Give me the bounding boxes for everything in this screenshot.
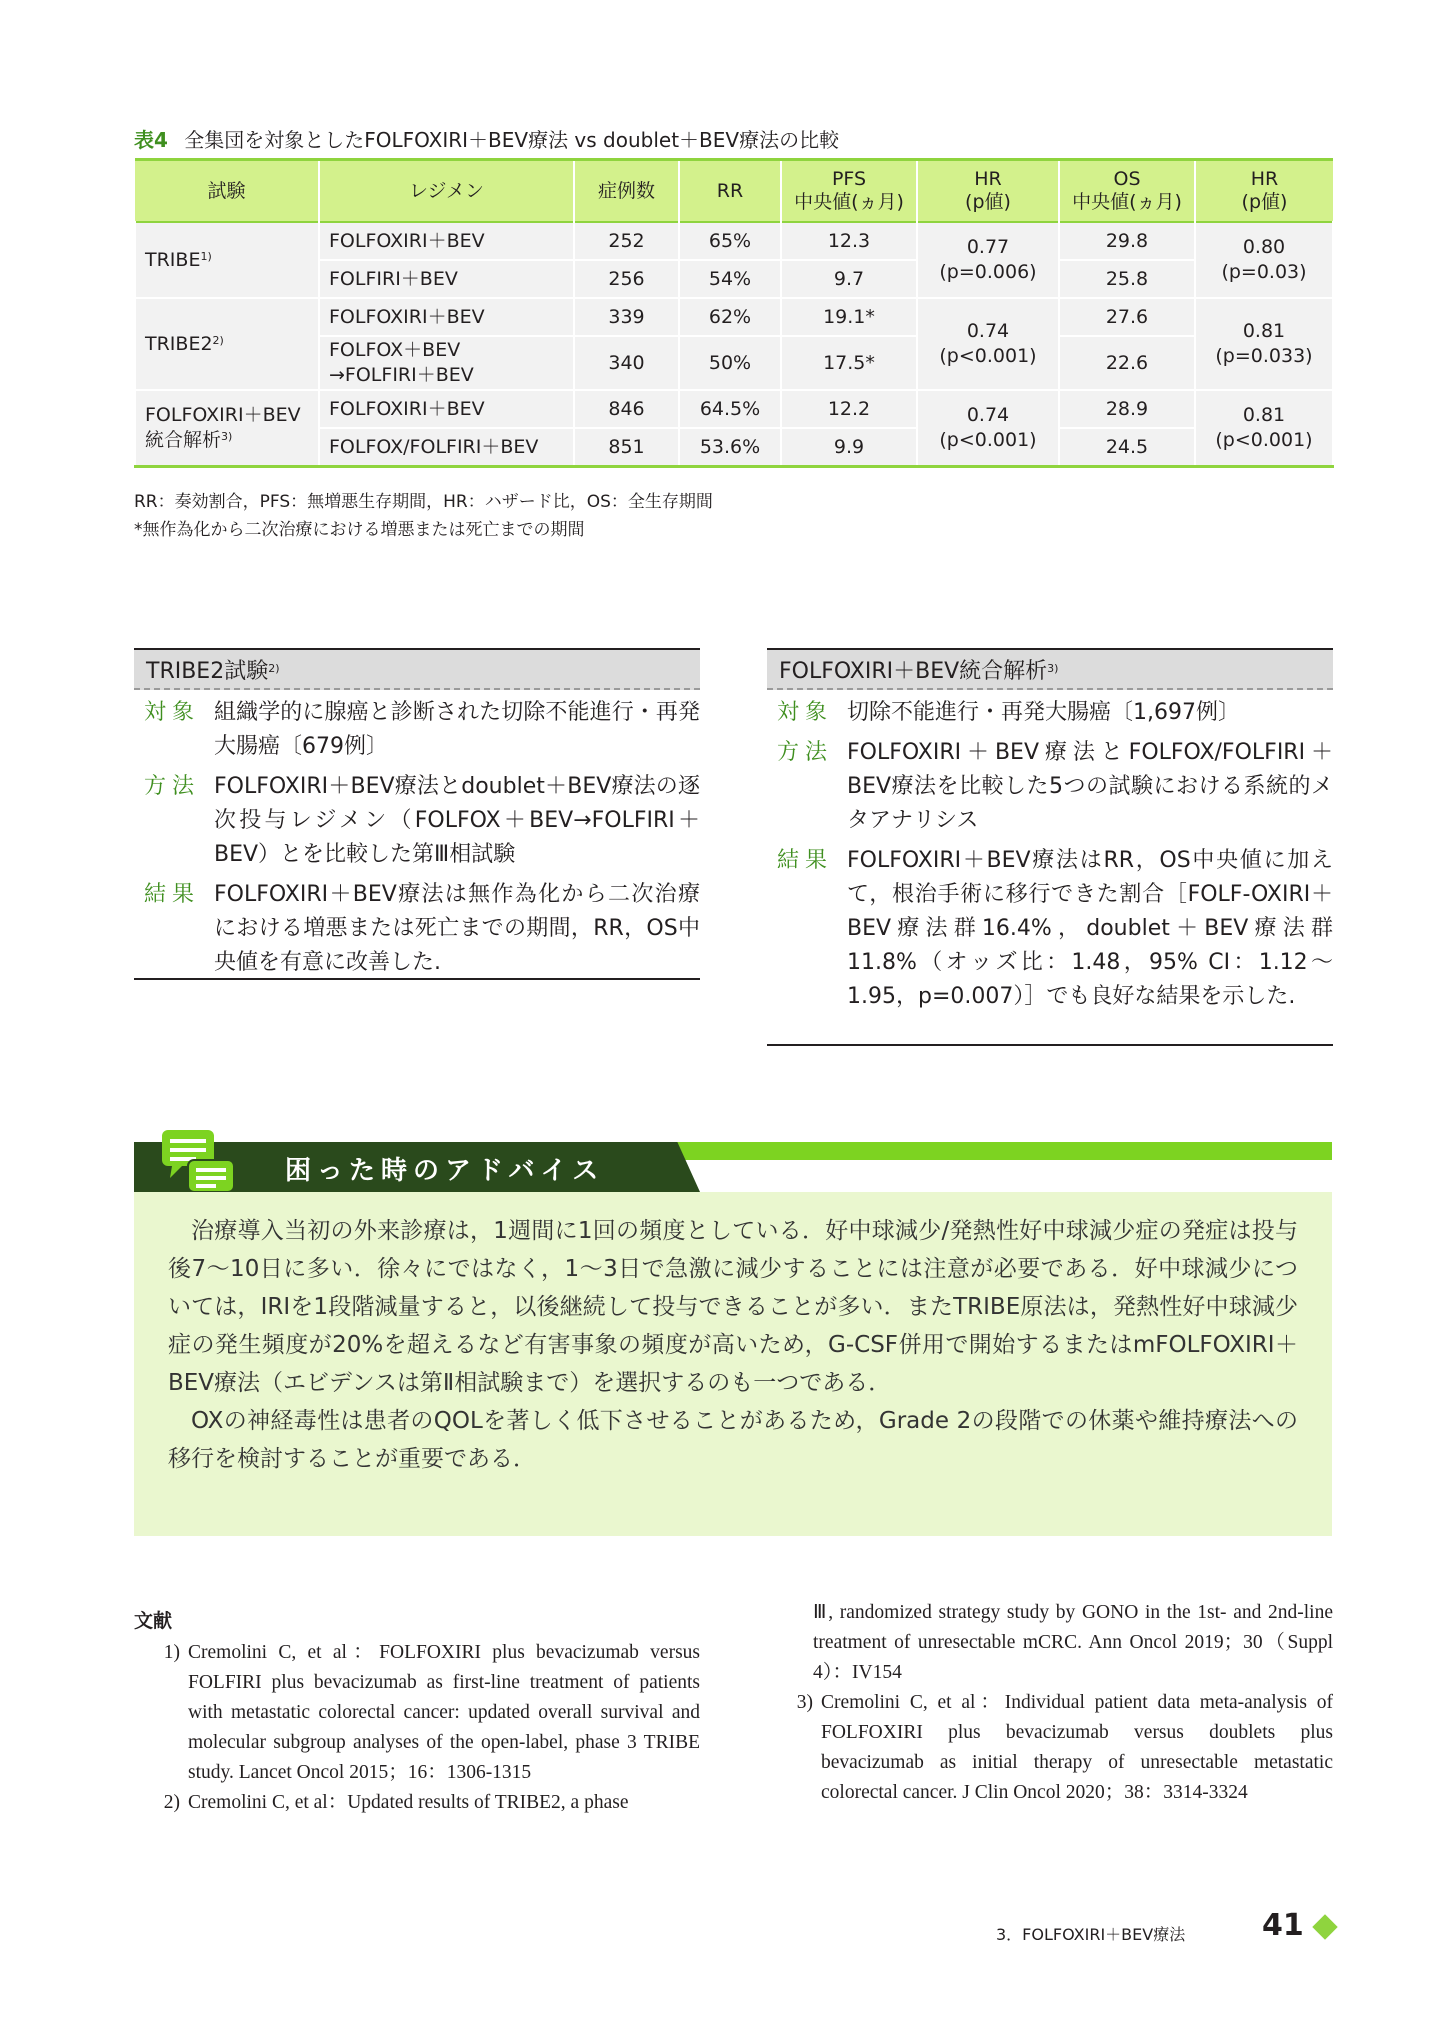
rr-cell: 65% (679, 222, 781, 260)
box-item-key: 結果 (777, 848, 834, 873)
n-cell: 851 (574, 428, 679, 467)
table-caption (134, 124, 839, 153)
reference-number: 3) (796, 1692, 813, 1713)
regimen-cell: FOLFOX＋BEV →FOLFIRI＋BEV (319, 336, 574, 390)
regimen-cell: FOLFIRI＋BEV (319, 260, 574, 298)
pfs-cell: 9.7 (781, 260, 917, 298)
rr-cell: 53.6% (679, 428, 781, 467)
reference-text: Cremolini C, et al：FOLFOXIRI plus bevacizumab versus FOLFIRI plus bevacizumab as first-line treatment of patients with metastatic colorectal cancer: updated overall survival and molecular subgroup analyses of the open-label, phase 3 TRIBE study. Lancet Oncol 2015；16：1306-1315 (188, 1642, 700, 1783)
tribe2-summary-box (134, 648, 700, 980)
pooled-analysis-summary-box (767, 648, 1333, 1046)
box-title: TRIBE2試験$^{2)}$ (134, 648, 700, 690)
table-notes (134, 488, 713, 544)
n-cell: 339 (574, 298, 679, 336)
box-item (134, 878, 700, 980)
references-right-column (767, 1598, 1333, 1808)
reference-number: 2) (163, 1792, 180, 1813)
reference-text-continued: Ⅲ, randomized strategy study by GONO in the 1st- and 2nd-line treatment of unresectable mCRC. Ann Oncol 2019；30（Suppl 4）：IV154 (813, 1602, 1333, 1683)
os-hr-cell: 0.81 (p<0.001) (1195, 390, 1333, 467)
advice-body (134, 1192, 1332, 1536)
page-number: 41 (1262, 1908, 1304, 1943)
advice-paragraph: 治療導入当初の外来診療は，1週間に1回の頻度としている．好中球減少/発熱性好中球減少症の発症は投与後7〜10日に多い．徐々にではなく，1〜3日で急激に減少することには注意が必要である．好中球減少については，IRIを1段階減量すると，以後継続して投与できることが多い．またTRIBE原法は，発熱性好中球減少症の発生頻度が20%を超えるなど有害事象の頻度が高いため，G-CSF併用で開始するまたはmFOLFOXIRI＋BEV療法（エビデンスは第Ⅱ相試験まで）を選択するのも一つである． (168, 1218, 1298, 1396)
table-note-asterisk: *無作為化から二次治療における増悪または死亡までの期間 (134, 520, 585, 540)
rr-cell: 54% (679, 260, 781, 298)
col-header-os-hr: HR (p値) (1195, 160, 1333, 223)
box-item (134, 770, 700, 872)
regimen-cell: FOLFOXIRI＋BEV (319, 390, 574, 428)
box-item-key: 対象 (777, 700, 834, 725)
box-item (767, 696, 1333, 730)
col-header-os: OS 中央値(ヵ月) (1059, 160, 1195, 223)
rr-cell: 50% (679, 336, 781, 390)
box-item-text: 組織学的に腺癌と診断された切除不能進行・再発大腸癌〔679例〕 (214, 700, 700, 759)
col-header-pfs: PFS 中央値(ヵ月) (781, 160, 917, 223)
pfs-cell: 9.9 (781, 428, 917, 467)
reference-item (767, 1688, 1333, 1808)
advice-paragraph: OXの神経毒性は患者のQOLを著しく低下させることがあるため，Grade 2の段階での休薬や維持療法への移行を検討することが重要である． (168, 1408, 1298, 1472)
comparison-table (134, 158, 1334, 468)
box-item (767, 844, 1333, 1014)
pfs-cell: 17.5* (781, 336, 917, 390)
box-item-text: FOLFOXIRI＋BEV療法は無作為化から二次治療における増悪または死亡までの期間，RR，OS中央値を有意に改善した. (214, 882, 700, 975)
box-item-text: FOLFOXIRI＋BEV療法とdoublet＋BEV療法の逐次投与レジメン（FOLFOX＋BEV→FOLFIRI＋BEV）とを比較した第Ⅲ相試験 (214, 774, 700, 867)
advice-accent-stripe (676, 1142, 1332, 1160)
box-item-key: 方法 (777, 740, 834, 765)
os-hr-cell: 0.80 (p=0.03) (1195, 222, 1333, 298)
col-header-rr: RR (679, 160, 781, 223)
pfs-hr-cell: 0.74 (p<0.001) (917, 390, 1059, 467)
table-header-row (135, 160, 1333, 223)
table-row (135, 390, 1333, 428)
table-row (135, 298, 1333, 336)
table-title: 全集団を対象としたFOLFOXIRI＋BEV療法 vs doublet＋BEV療法の比較 (184, 128, 840, 152)
table-note-abbrev: RR：奏効割合，PFS：無増悪生存期間，HR：ハザード比，OS：全生存期間 (134, 492, 713, 512)
reference-item (134, 1788, 700, 1818)
reference-text: Cremolini C, et al：Individual patient data meta-analysis of FOLFOXIRI plus bevacizumab versus doublets plus bevacizumab as initial therapy of unresectable metastatic colorectal cancer. J Clin Oncol 2020；38：3314-3324 (821, 1692, 1333, 1803)
os-hr-cell: 0.81 (p=0.033) (1195, 298, 1333, 390)
box-item (767, 736, 1333, 838)
box-item-text: FOLFOXIRI＋BEV療法とFOLFOX/FOLFIRI＋BEV療法を比較した5つの試験における系統的メタアナリシス (847, 740, 1333, 833)
pfs-hr-cell: 0.74 (p<0.001) (917, 298, 1059, 390)
reference-number: 1) (163, 1642, 180, 1663)
os-cell: 27.6 (1059, 298, 1195, 336)
box-item-key: 結果 (144, 882, 201, 907)
os-cell: 25.8 (1059, 260, 1195, 298)
pfs-hr-cell: 0.77 (p=0.006) (917, 222, 1059, 298)
n-cell: 256 (574, 260, 679, 298)
col-header-pfs-hr: HR (p値) (917, 160, 1059, 223)
footer-chapter-title: 3．FOLFOXIRI＋BEV療法 (996, 1925, 1186, 1944)
trial-name: TRIBE$^{1)}$ (135, 222, 319, 298)
box-title: FOLFOXIRI＋BEV統合解析$^{3)}$ (767, 648, 1333, 690)
col-header-n: 症例数 (574, 160, 679, 223)
table-label: 表4 (134, 128, 168, 152)
box-item-text: 切除不能進行・再発大腸癌〔1,697例〕 (847, 700, 1240, 725)
references-left-column (134, 1638, 700, 1818)
box-item (134, 696, 700, 764)
n-cell: 252 (574, 222, 679, 260)
os-cell: 24.5 (1059, 428, 1195, 467)
reference-item (134, 1638, 700, 1788)
os-cell: 28.9 (1059, 390, 1195, 428)
rr-cell: 64.5% (679, 390, 781, 428)
trial-name: TRIBE2$^{2)}$ (135, 298, 319, 390)
os-cell: 29.8 (1059, 222, 1195, 260)
box-item-key: 対象 (144, 700, 201, 725)
rr-cell: 62% (679, 298, 781, 336)
box-item-text: FOLFOXIRI＋BEV療法はRR，OS中央値に加えて，根治手術に移行できた割合［FOLF-OXIRI＋BEV療法群16.4%，doublet＋BEV療法群11.8%（オッズ比：1.48，95% CI：1.12〜1.95，p=0.007）］でも良好な結果を示した. (847, 848, 1333, 1009)
trial-name: FOLFOXIRI＋BEV 統合解析$^{3)}$ (135, 390, 319, 467)
regimen-cell: FOLFOXIRI＋BEV (319, 298, 574, 336)
regimen-cell: FOLFOXIRI＋BEV (319, 222, 574, 260)
col-header-regimen: レジメン (319, 160, 574, 223)
col-header-trial: 試験 (135, 160, 319, 223)
diamond-icon (1312, 1914, 1337, 1939)
references-heading: 文献 (134, 1610, 173, 1632)
advice-title: 困った時のアドバイス (285, 1156, 605, 1186)
n-cell: 846 (574, 390, 679, 428)
box-item-key: 方法 (144, 774, 201, 799)
os-cell: 22.6 (1059, 336, 1195, 390)
regimen-cell: FOLFOX/FOLFIRI＋BEV (319, 428, 574, 467)
n-cell: 340 (574, 336, 679, 390)
reference-text: Cremolini C, et al：Updated results of TRIBE2, a phase (188, 1792, 629, 1813)
pfs-cell: 12.2 (781, 390, 917, 428)
pfs-cell: 19.1* (781, 298, 917, 336)
table-row (135, 222, 1333, 260)
pfs-cell: 12.3 (781, 222, 917, 260)
